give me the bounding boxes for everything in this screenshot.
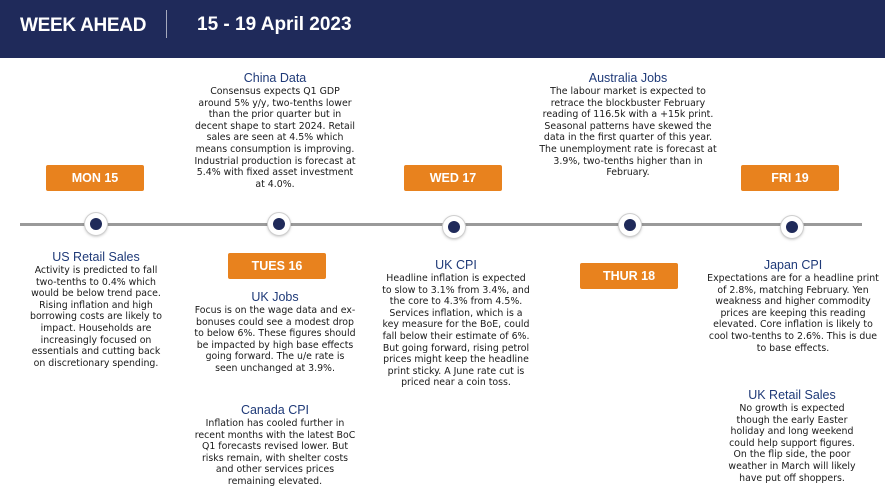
timeline-dot-mon — [85, 213, 107, 235]
timeline-line — [20, 223, 862, 226]
timeline-dot-wed — [443, 216, 465, 238]
event-japan-cpi — [703, 257, 883, 354]
day-label-wed: WED 17 — [404, 165, 502, 191]
day-label-thu: THUR 18 — [580, 263, 678, 289]
event-title: Canada CPI — [240, 403, 310, 417]
event-text: Headline inflation is expected to slow to 3.1% from 3.4%, and the core to 4.3% from 4.5%. Services inflation, which is a key measure for the BoE, could fall below their estimate of 6%. But going forward, rising petrol prices might keep the headline print sticky. A June rate cut is priced near a coin toss. — [382, 273, 530, 389]
day-label-tue: TUES 16 — [228, 253, 326, 279]
event-title: US Retail Sales — [52, 250, 140, 264]
header-divider — [166, 10, 167, 38]
event-title: UK CPI — [435, 258, 477, 272]
event-text: Expectations are for a headline print of 2.8%, matching February. Yen weakness and higher commodity prices are keeping this reading elevated. Core inflation is likely to cool two-tenths to 2.6%. This is due to base effects. — [707, 273, 879, 354]
event-text: Consensus expects Q1 GDP around 5% y/y, two-tenths lower than the prior quarter but in decent shape to start 2024. Retail sales are seen at 4.5% which means consumption is improving. Industrial production is forecast at 5.4% with fixed asset investment at 4.0%. — [194, 86, 356, 190]
event-uk-jobs — [193, 289, 357, 375]
event-title: UK Retail Sales — [748, 388, 836, 402]
day-label-fri: FRI 19 — [741, 165, 839, 191]
event-text: Inflation has cooled further in recent months with the latest BoC Q1 forecasts revised lower. But risks remain, with shelter costs and other services prices remaining elevated. — [194, 418, 356, 487]
event-title: China Data — [243, 71, 307, 85]
date-range: 15 - 19 April 2023 — [197, 14, 352, 35]
timeline-dot-tue — [268, 213, 290, 235]
day-label-mon: MON 15 — [46, 165, 144, 191]
header-bar — [0, 0, 885, 58]
event-text: The labour market is expected to retrace the blockbuster February reading of 116.5k with a +15k print. Seasonal patterns have skewed the data in the first quarter of this year. The unemployment rate is forecast at 3.9%, two-tenths higher than in February. — [539, 86, 717, 179]
event-text: No growth is expected though the early Easter holiday and long weekend could help support figures. On the flip side, the poor weather in March will likely have put off shoppers. — [728, 403, 856, 484]
event-australia-jobs — [535, 70, 721, 179]
page-title: WEEK AHEAD — [20, 15, 147, 36]
event-uk-retail-sales — [722, 387, 862, 484]
timeline-dot-thu — [619, 214, 641, 236]
event-canada-cpi — [193, 402, 357, 488]
event-us-retail-sales — [26, 249, 166, 369]
event-text: Activity is predicted to fall two-tenths to 0.4% which would be below trend pace. Rising inflation and high borrowing costs are likely to impact. Households are increasingly focused on essentials and cutting back on discretionary spending. — [30, 265, 162, 369]
event-text: Focus is on the wage data and ex-bonuses could see a modest drop to below 6%. These figures should be impacted by high base effects going forward. The u/e rate is seen unchanged at 3.9%. — [194, 305, 356, 374]
event-title: UK Jobs — [251, 290, 299, 304]
timeline-dot-fri — [781, 216, 803, 238]
event-china-data — [193, 70, 357, 190]
event-uk-cpi — [382, 257, 530, 389]
event-title: Japan CPI — [763, 258, 823, 272]
event-title: Australia Jobs — [588, 71, 668, 85]
